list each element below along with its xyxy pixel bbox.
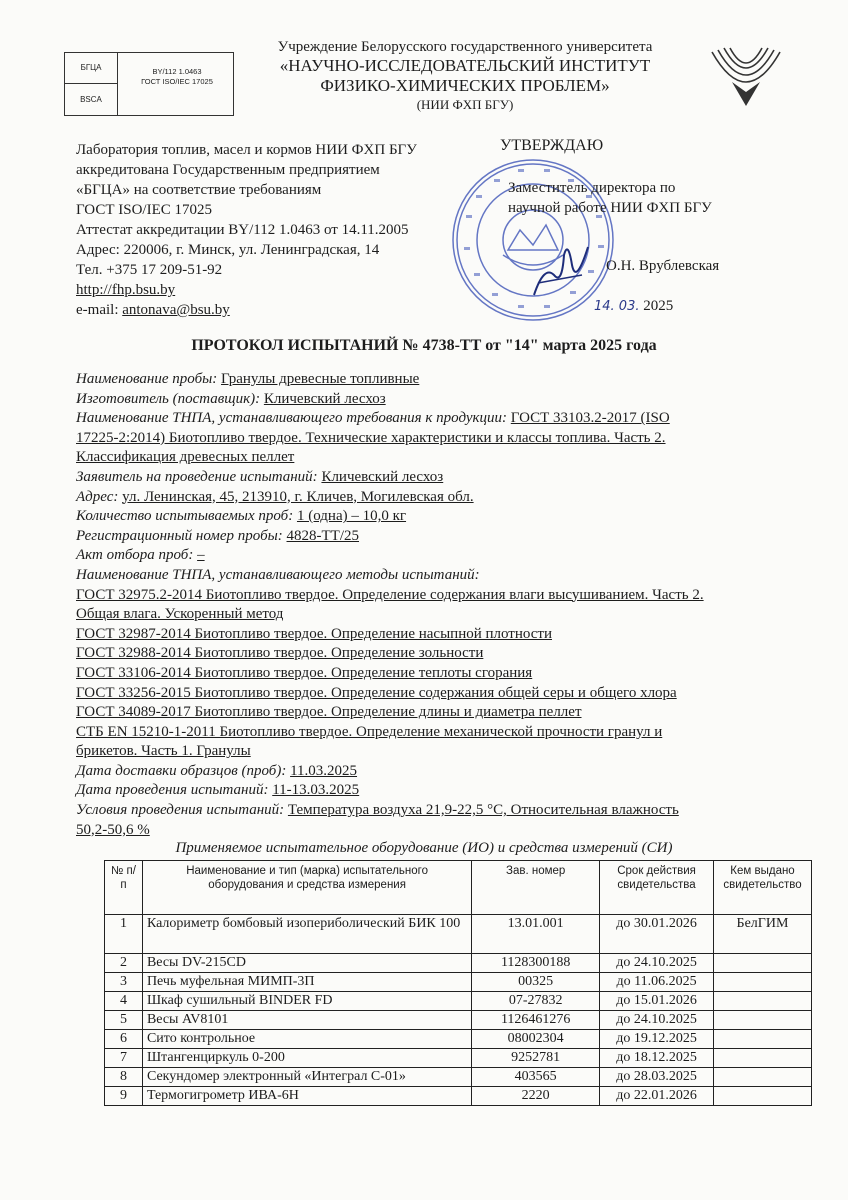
table-row xyxy=(105,973,812,992)
methods-label: Наименование ТНПА, устанавливающего методы испытаний: xyxy=(76,566,480,583)
sample-value: Гранулы древесные топливные xyxy=(221,371,420,387)
table-row xyxy=(105,1068,812,1087)
table-row xyxy=(105,915,812,954)
row-name: Весы DV-215CD xyxy=(142,954,471,973)
equipment-header-row xyxy=(105,861,812,915)
row-valid: до 19.12.2025 xyxy=(600,1030,714,1049)
reg-number-label: Регистрационный номер пробы: xyxy=(76,527,287,544)
row-name: Шкаф сушильный BINDER FD xyxy=(142,992,471,1011)
method-line: СТБ EN 15210-1-2011 Биотопливо твердое. Определение механической прочности гранул и xyxy=(76,723,663,740)
lab-email-link[interactable]: antonava@bsu.by xyxy=(122,302,230,318)
approval-title: УТВЕРЖДАЮ xyxy=(500,137,604,154)
table-row xyxy=(105,1011,812,1030)
lab-line2: аккредитована Государственным предприятием xyxy=(76,162,380,178)
protocol-title: ПРОТОКОЛ ИСПЫТАНИЙ № 4738-ТТ от "14" марта 2025 года xyxy=(191,337,657,354)
row-issuer xyxy=(714,992,812,1011)
row-valid: до 30.01.2026 xyxy=(600,915,714,954)
row-inv: 00325 xyxy=(472,973,600,992)
delivery-date-label: Дата доставки образцов (проб): xyxy=(76,762,291,779)
row-issuer xyxy=(714,1087,812,1106)
approval-position-line2: научной работе НИИ ФХП БГУ xyxy=(508,200,712,216)
row-num: 1 xyxy=(105,915,143,954)
approval-year: 2025 xyxy=(643,298,674,314)
row-valid: до 28.03.2025 xyxy=(600,1068,714,1087)
row-issuer xyxy=(714,954,812,973)
row-issuer xyxy=(714,1068,812,1087)
approval-date-handwritten: 14. 03. xyxy=(594,299,640,314)
approval-date xyxy=(594,296,673,317)
row-num: 8 xyxy=(105,1068,143,1087)
row-issuer xyxy=(714,1030,812,1049)
delivery-date-value: 11.03.2025 xyxy=(290,762,358,779)
header-line2: «НАУЧНО-ИССЛЕДОВАТЕЛЬСКИЙ ИНСТИТУТ xyxy=(279,56,651,75)
row-inv: 403565 xyxy=(472,1068,600,1087)
row-inv: 13.01.001 xyxy=(472,915,600,954)
row-name: Секундомер электронный «Интеграл С-01» xyxy=(142,1068,471,1087)
row-inv: 07-27832 xyxy=(472,992,600,1011)
act-label: Акт отбора проб: xyxy=(76,547,198,564)
row-inv: 1128300188 xyxy=(472,954,600,973)
method-line: ГОСТ 32975.2-2014 Биотопливо твердое. Определение содержания влаги высушиванием. Часть 2. xyxy=(76,586,704,603)
lab-line3: «БГЦА» на соответствие требованиям xyxy=(76,182,322,198)
accreditation-label-bottom: BSCA xyxy=(65,84,118,115)
institute-header xyxy=(240,38,690,114)
table-row xyxy=(105,1049,812,1068)
row-valid: до 15.01.2026 xyxy=(600,992,714,1011)
protocol-fields xyxy=(76,370,796,840)
row-num: 3 xyxy=(105,973,143,992)
table-row xyxy=(105,954,812,973)
row-num: 7 xyxy=(105,1049,143,1068)
table-row xyxy=(105,1030,812,1049)
quantity-value: 1 (одна) – 10,0 кг xyxy=(296,508,407,525)
institute-logo-icon xyxy=(706,42,786,110)
header-line1: Учреждение Белорусского государственного университета xyxy=(277,39,653,55)
address-label: Адрес: xyxy=(76,488,123,505)
header-valid: Срок действия свидетельства xyxy=(600,861,714,915)
accreditation-cert-line2: ГОСТ ISO/IEC 17025 xyxy=(141,77,213,86)
row-num: 6 xyxy=(105,1030,143,1049)
row-inv: 9252781 xyxy=(472,1049,600,1068)
test-date-value: 11-13.03.2025 xyxy=(272,782,360,799)
row-name: Термогигрометр ИВА-6Н xyxy=(142,1087,471,1106)
lab-line1: Лаборатория топлив, масел и кормов НИИ ФХП БГУ xyxy=(76,142,417,158)
tnpa-label: Наименование ТНПА, устанавливающего требования к продукции: xyxy=(76,410,511,427)
applicant-label: Заявитель на проведение испытаний: xyxy=(76,468,322,485)
accreditation-label-top: БГЦА xyxy=(65,53,118,84)
method-line: ГОСТ 34089-2017 Биотопливо твердое. Определение длины и диаметра пеллет xyxy=(76,704,582,721)
conditions-value-1: Температура воздуха 21,9-22,5 °С, Относительная влажность xyxy=(287,802,679,819)
equipment-table xyxy=(104,860,812,1106)
row-num: 4 xyxy=(105,992,143,1011)
signature-icon xyxy=(524,235,594,305)
quantity-label: Количество испытываемых проб: xyxy=(76,508,297,525)
header-issuer: Кем выдано свидетельство xyxy=(714,861,812,915)
row-inv: 2220 xyxy=(472,1087,600,1106)
header-line3: ФИЗИКО-ХИМИЧЕСКИХ ПРОБЛЕМ» xyxy=(320,76,610,95)
lab-info xyxy=(76,140,486,320)
method-line: ГОСТ 32987-2014 Биотопливо твердое. Определение насыпной плотности xyxy=(76,625,553,642)
tnpa-value-2: 17225-2:2014) Биотопливо твердое. Технические характеристики и классы топлива. Часть 2. xyxy=(76,429,666,446)
lab-line5: Аттестат аккредитации BY/112 1.0463 от 14.11.2005 xyxy=(76,222,409,238)
row-issuer: БелГИМ xyxy=(714,915,812,954)
row-valid: до 22.01.2026 xyxy=(600,1087,714,1106)
lab-line7: Тел. +375 17 209-51-92 xyxy=(76,262,223,278)
accreditation-box xyxy=(64,52,234,116)
applicant-value: Кличевский лесхоз xyxy=(321,468,444,485)
row-num: 2 xyxy=(105,954,143,973)
row-name: Штангенциркуль 0-200 xyxy=(142,1049,471,1068)
lab-line6: Адрес: 220006, г. Минск, ул. Ленинградская, 14 xyxy=(76,242,380,258)
header-line4: (НИИ ФХП БГУ) xyxy=(416,97,514,112)
row-valid: до 18.12.2025 xyxy=(600,1049,714,1068)
row-issuer xyxy=(714,973,812,992)
lab-line4: ГОСТ ISO/IEC 17025 xyxy=(76,202,212,218)
method-line: Общая влага. Ускоренный метод xyxy=(76,606,284,623)
reg-number-value: 4828-ТТ/25 xyxy=(286,527,360,544)
row-valid: до 24.10.2025 xyxy=(600,954,714,973)
sample-label: Наименование пробы: xyxy=(76,371,222,387)
method-line: ГОСТ 32988-2014 Биотопливо твердое. Определение зольности xyxy=(76,645,484,662)
conditions-label: Условия проведения испытаний: xyxy=(76,802,288,819)
table-row xyxy=(105,992,812,1011)
conditions-value-2: 50,2-50,6 % xyxy=(76,821,150,838)
test-date-label: Дата проведения испытаний: xyxy=(76,782,273,799)
act-value: – xyxy=(197,547,205,564)
address-value: ул. Ленинская, 45, 213910, г. Кличев, Могилевская обл. xyxy=(122,488,474,505)
row-inv: 08002304 xyxy=(472,1030,600,1049)
approval-name: О.Н. Врублевская xyxy=(606,258,720,274)
row-num: 9 xyxy=(105,1087,143,1106)
tnpa-value-1: ГОСТ 33103.2-2017 (ISO xyxy=(510,410,670,427)
row-valid: до 11.06.2025 xyxy=(600,973,714,992)
header-num: № п/п xyxy=(105,861,143,915)
row-name: Печь муфельная МИМП-3П xyxy=(142,973,471,992)
header-inv: Зав. номер xyxy=(472,861,600,915)
row-valid: до 24.10.2025 xyxy=(600,1011,714,1030)
header-name: Наименование и тип (марка) испытательного оборудования и средства измерения xyxy=(142,861,471,915)
equipment-caption: Применяемое испытательное оборудование (ИО) и средства измерений (СИ) xyxy=(175,840,673,856)
lab-email-label: e-mail: xyxy=(76,302,123,318)
method-line: брикетов. Часть 1. Гранулы xyxy=(76,743,251,760)
maker-label: Изготовитель (поставщик): xyxy=(76,390,264,407)
row-inv: 1126461276 xyxy=(472,1011,600,1030)
row-name: Весы AV8101 xyxy=(142,1011,471,1030)
method-line: ГОСТ 33106-2014 Биотопливо твердое. Определение теплоты сгорания xyxy=(76,664,533,681)
row-issuer xyxy=(714,1049,812,1068)
row-issuer xyxy=(714,1011,812,1030)
tnpa-value-3: Классификация древесных пеллет xyxy=(76,449,295,466)
row-name: Сито контрольное xyxy=(142,1030,471,1049)
approval-position-line1: Заместитель директора по xyxy=(508,180,676,196)
lab-website-link[interactable]: http://fhp.bsu.by xyxy=(76,282,176,298)
method-line: ГОСТ 33256-2015 Биотопливо твердое. Определение содержания общей серы и общего хлора xyxy=(76,684,677,701)
row-name: Калориметр бомбовый изопериболический БИК 100 xyxy=(142,915,471,954)
accreditation-cert-line1: BY/112 1.0463 xyxy=(152,67,202,76)
accreditation-cert xyxy=(123,67,231,87)
table-row xyxy=(105,1087,812,1106)
approval-position xyxy=(508,178,758,218)
row-num: 5 xyxy=(105,1011,143,1030)
maker-value: Кличевский лесхоз xyxy=(263,390,386,407)
